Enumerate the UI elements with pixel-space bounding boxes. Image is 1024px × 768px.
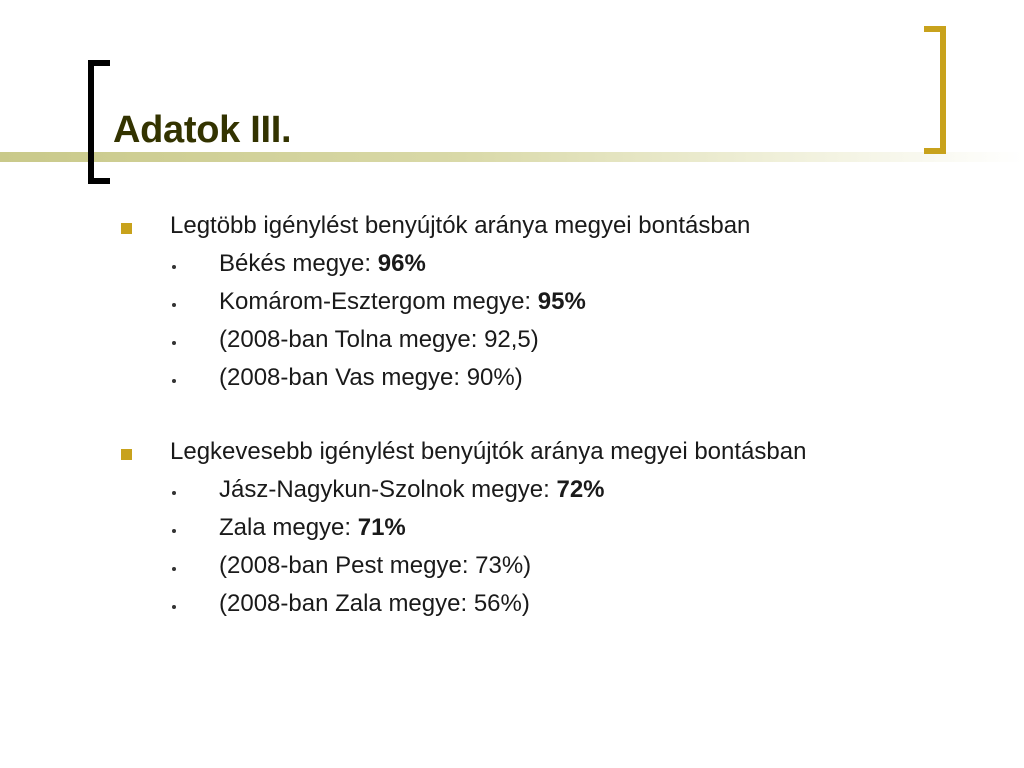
list-item bbox=[219, 513, 406, 543]
dot-bullet-icon bbox=[172, 567, 176, 571]
dot-bullet-icon bbox=[172, 529, 176, 533]
list-item bbox=[219, 249, 426, 279]
list-item bbox=[219, 325, 539, 355]
item-label: Jász-Nagykun-Szolnok megye: bbox=[219, 476, 557, 503]
item-label: (2008-ban Pest megye: 73%) bbox=[219, 552, 532, 579]
item-label: Zala megye: bbox=[219, 514, 358, 541]
section-heading: Legtöbb igénylést benyújtók aránya megyei bontásban bbox=[170, 212, 751, 239]
item-value: 72% bbox=[556, 476, 605, 503]
square-bullet-icon bbox=[121, 223, 132, 234]
item-value: 71% bbox=[357, 514, 406, 541]
item-label: (2008-ban Vas megye: 90%) bbox=[219, 364, 523, 391]
section-heading: Legkevesebb igénylést benyújtók aránya megyei bontásban bbox=[170, 438, 807, 465]
square-bullet-icon bbox=[121, 449, 132, 460]
list-item bbox=[219, 363, 523, 393]
list-item bbox=[219, 475, 605, 505]
item-label: (2008-ban Zala megye: 56%) bbox=[219, 590, 530, 617]
dot-bullet-icon bbox=[172, 341, 176, 345]
dot-bullet-icon bbox=[172, 491, 176, 495]
item-label: (2008-ban Tolna megye: 92,5) bbox=[219, 326, 539, 353]
dot-bullet-icon bbox=[172, 303, 176, 307]
item-value: 96% bbox=[377, 250, 426, 277]
item-label: Békés megye: bbox=[219, 250, 378, 277]
list-item bbox=[219, 287, 586, 317]
dot-bullet-icon bbox=[172, 605, 176, 609]
dot-bullet-icon bbox=[172, 265, 176, 269]
list-item bbox=[219, 551, 531, 581]
item-value: 95% bbox=[537, 288, 586, 315]
item-label: Komárom-Esztergom megye: bbox=[219, 288, 538, 315]
list-item bbox=[219, 589, 530, 619]
slide-title: Adatok III. bbox=[113, 109, 292, 151]
dot-bullet-icon bbox=[172, 379, 176, 383]
